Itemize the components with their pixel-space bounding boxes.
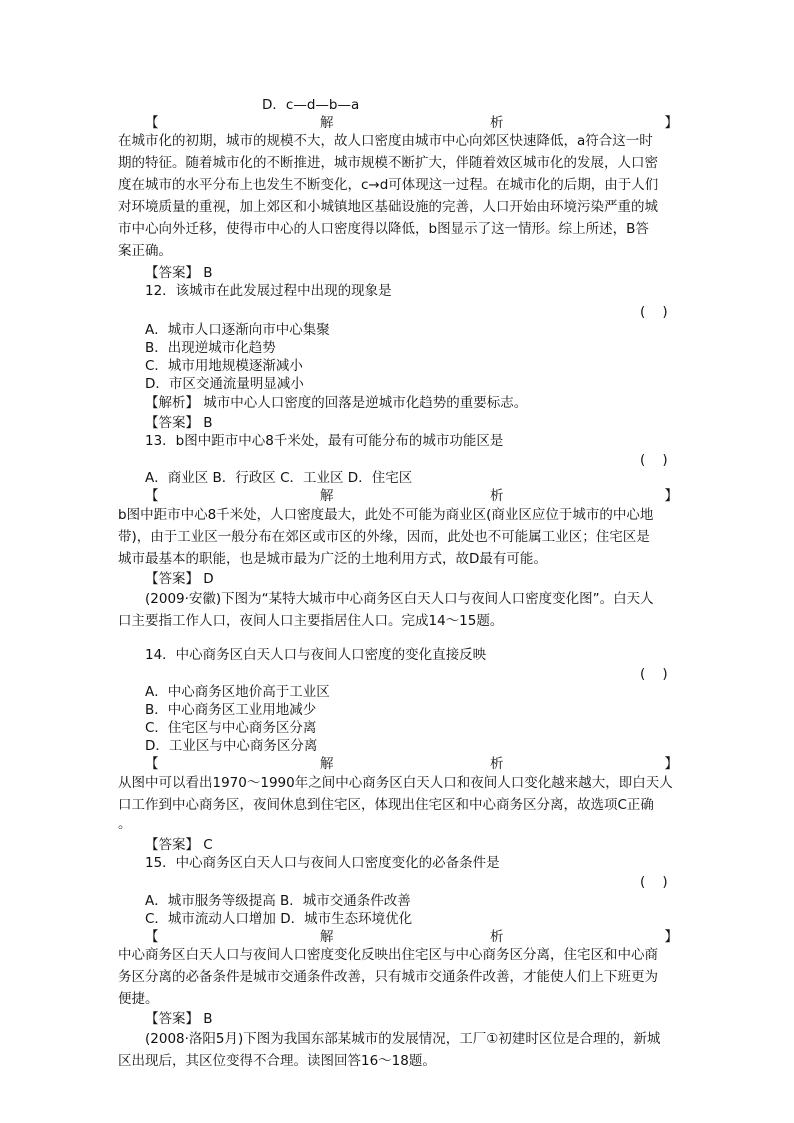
q11-analysis-line: 在城市化的初期，城市的规模不大，故人口密度由城市中心向郊区快速降低，a符合这一时 (118, 133, 653, 149)
q11-analysis-line: 期的特征。随着城市化的不断推进，城市规模不断扩大，伴随着效区城市化的发展，人口密 (118, 155, 658, 171)
q13-answer: 【答案】 D (145, 571, 214, 587)
q15-answer: 【答案】 B (145, 1011, 213, 1027)
answer-paren: ( ) (640, 304, 668, 320)
intro-2009-line: (2009·安徽)下图为“某特大城市中心商务区白天人口与夜间人口密度变化图”。白天人 (145, 591, 654, 607)
intro-2008-line: (2008·洛阳5月)下图为我国东部某城市的发展情况，工厂①初建时区位是合理的，新城 (145, 1031, 661, 1047)
q14-analysis-line: 口工作到中心商务区，夜间休息到住宅区，体现出住宅区和中心商务区分离，故选项C正确 (118, 797, 654, 813)
q12-answer: 【答案】 B (145, 415, 213, 431)
q15-analysis-line: 中心商务区白天人口与夜间人口密度变化反映出住宅区与中心商务区分离，住宅区和中心商 (118, 947, 658, 963)
q15-analysis-line: 便捷。 (118, 991, 159, 1007)
q11-analysis-line: 案正确。 (118, 243, 172, 259)
intro-2009-line: 口主要指工作人口，夜间人口主要指居住人口。完成14～15题。 (118, 613, 504, 629)
q15-analysis-line: 务区分离的必备条件是城市交通条件改善，只有城市交通条件改善，才能使人们上下班更为 (118, 969, 658, 985)
q12-analysis: 【解析】 城市中心人口密度的回落是逆城市化趋势的重要标志。 (145, 395, 528, 411)
answer-paren: ( ) (640, 874, 668, 890)
q14-option: A．中心商务区地价高于工业区 (145, 684, 330, 700)
document-page: D．c—d—b—a 【 解 析 】 在城市化的初期，城市的规模不大，故人口密度由城市中心向郊区快速降低，a符合这一时 期的特征。随着城市化的不断推进，城市规模不断扩大，伴随着效区城市化的发展，人口密 度在城市的水平分布上也发生不断变化，c→d可体现这一过程。在城市化的后期，由于人们 对环境质量的重视，加上郊区和小城镇地区基础设施的完善，人口开始由环境污染严重的城 市中心向外迁移，使得市中心的人口密度得以降低，b图显示了这一情形。综上所述，B答 案正确。 【答案】 B 12．该城市在此发展过程中出现的现象是 ( ) A．城市人口逐渐向市中心集聚 B．出现逆城市化趋势 C．城市用地规模逐渐减小 D．市区交通流量明显减小 【解析】 城市中心人口密度的回落是逆城市化趋势的重要标志。 【答案】 B 13．b图中距市中心8千米处，最有可能分布的城市功能区是 ( ) A．商业区 B．行政区 C．工业区 D．住宅区 【 解 析 】 b图中距市中心8千米处，人口密度最大，此处不可能为商业区(商业区应位于城市的中心地 带)，由于工业区一般分布在郊区或市区的外缘，因而，此处也不可能属工业区；住宅区是 城市最基本的职能，也是城市最为广泛的土地利用方式，故D最有可能。 【答案】 D (2009·安徽)下图为“某特大城市中心商务区白天人口与夜间人口密度变化图”。白天人 口主要指工作人口，夜间人口主要指居住人口。完成14～15题。 14．中心商务区白天人口与夜间人口密度的变化直接反映 ( ) A．中心商务区地价高于工业区 B．中心商务区工业用地减少 C．住宅区与中心商务区分离 D．工业区与中心商务区分离 【 解 析 】 从图中可以看出1970～1990年之间中心商务区白天人口和夜间人口变化越来越大，即白天人 口工作到中心商务区，夜间休息到住宅区，体现出住宅区和中心商务区分离，故选项C正确 。 【答案】 C 15．中心商务区白天人口与夜间人口密度变化的必备条件是 ( ) A．城市服务等级提高 B．城市交通条件改善 C．城市流动人口增加 D．城市生态环境优化 【 解 析 】 中心商务区白天人口与夜间人口密度变化反映出住宅区与中心商务区分离，住宅区和中心商 务区分离的必备条件是城市交通条件改善，只有城市交通条件改善，才能使人们上下班更为 便捷。 【答案】 B (2008·洛阳5月)下图为我国东部某城市的发展情况，工厂①初建时区位是合理的，新城 区出现后，其区位变得不合理。读图回答16～18题。 (118, 97, 678, 1069)
q14-option: D．工业区与中心商务区分离 (145, 738, 318, 754)
q13-stem: 13．b图中距市中心8千米处，最有可能分布的城市功能区是 (145, 433, 504, 449)
answer-paren: ( ) (640, 452, 668, 468)
q11-analysis-line: 对环境质量的重视，加上郊区和小城镇地区基础设施的完善，人口开始由环境污染严重的城 (118, 199, 658, 215)
q12-option: A．城市人口逐渐向市中心集聚 (145, 322, 330, 338)
q11-answer: 【答案】 B (145, 265, 213, 281)
q14-answer: 【答案】 C (145, 837, 213, 853)
q11-analysis-line: 度在城市的水平分布上也发生不断变化，c→d可体现这一过程。在城市化的后期，由于人们 (118, 177, 659, 193)
q14-option: B．中心商务区工业用地减少 (145, 702, 317, 718)
q11-analysis-line: 市中心向外迁移，使得市中心的人口密度得以降低，b图显示了这一情形。综上所述，B答 (118, 221, 649, 237)
q13-analysis-line: 城市最基本的职能，也是城市最为广泛的土地利用方式，故D最有可能。 (118, 551, 547, 567)
q15-option: A．城市服务等级提高 B．城市交通条件改善 (145, 893, 411, 909)
q12-stem: 12．该城市在此发展过程中出现的现象是 (145, 283, 392, 299)
q12-option: C．城市用地规模逐渐减小 (145, 358, 303, 374)
q14-analysis-line: 从图中可以看出1970～1990年之间中心商务区白天人口和夜间人口变化越来越大，即白天人 (118, 775, 673, 791)
q14-analysis-line: 。 (118, 816, 132, 832)
q12-option: B．出现逆城市化趋势 (145, 340, 276, 356)
answer-paren: ( ) (640, 666, 668, 682)
q12-option: D．市区交通流量明显减小 (145, 376, 304, 392)
q14-option: C．住宅区与中心商务区分离 (145, 720, 317, 736)
q13-analysis-line: b图中距市中心8千米处，人口密度最大，此处不可能为商业区(商业区应位于城市的中心地 (118, 507, 654, 523)
q15-option: C．城市流动人口增加 D．城市生态环境优化 (145, 911, 413, 927)
q15-stem: 15．中心商务区白天人口与夜间人口密度变化的必备条件是 (145, 855, 500, 871)
q13-analysis-line: 带)，由于工业区一般分布在郊区或市区的外缘，因而，此处也不可能属工业区；住宅区是 (118, 529, 650, 545)
q13-options: A．商业区 B．行政区 C．工业区 D．住宅区 (145, 470, 413, 486)
q14-stem: 14．中心商务区白天人口与夜间人口密度的变化直接反映 (145, 647, 487, 663)
option-d-line: D．c—d—b—a (262, 97, 360, 113)
intro-2008-line: 区出现后，其区位变得不合理。读图回答16～18题。 (118, 1053, 436, 1069)
